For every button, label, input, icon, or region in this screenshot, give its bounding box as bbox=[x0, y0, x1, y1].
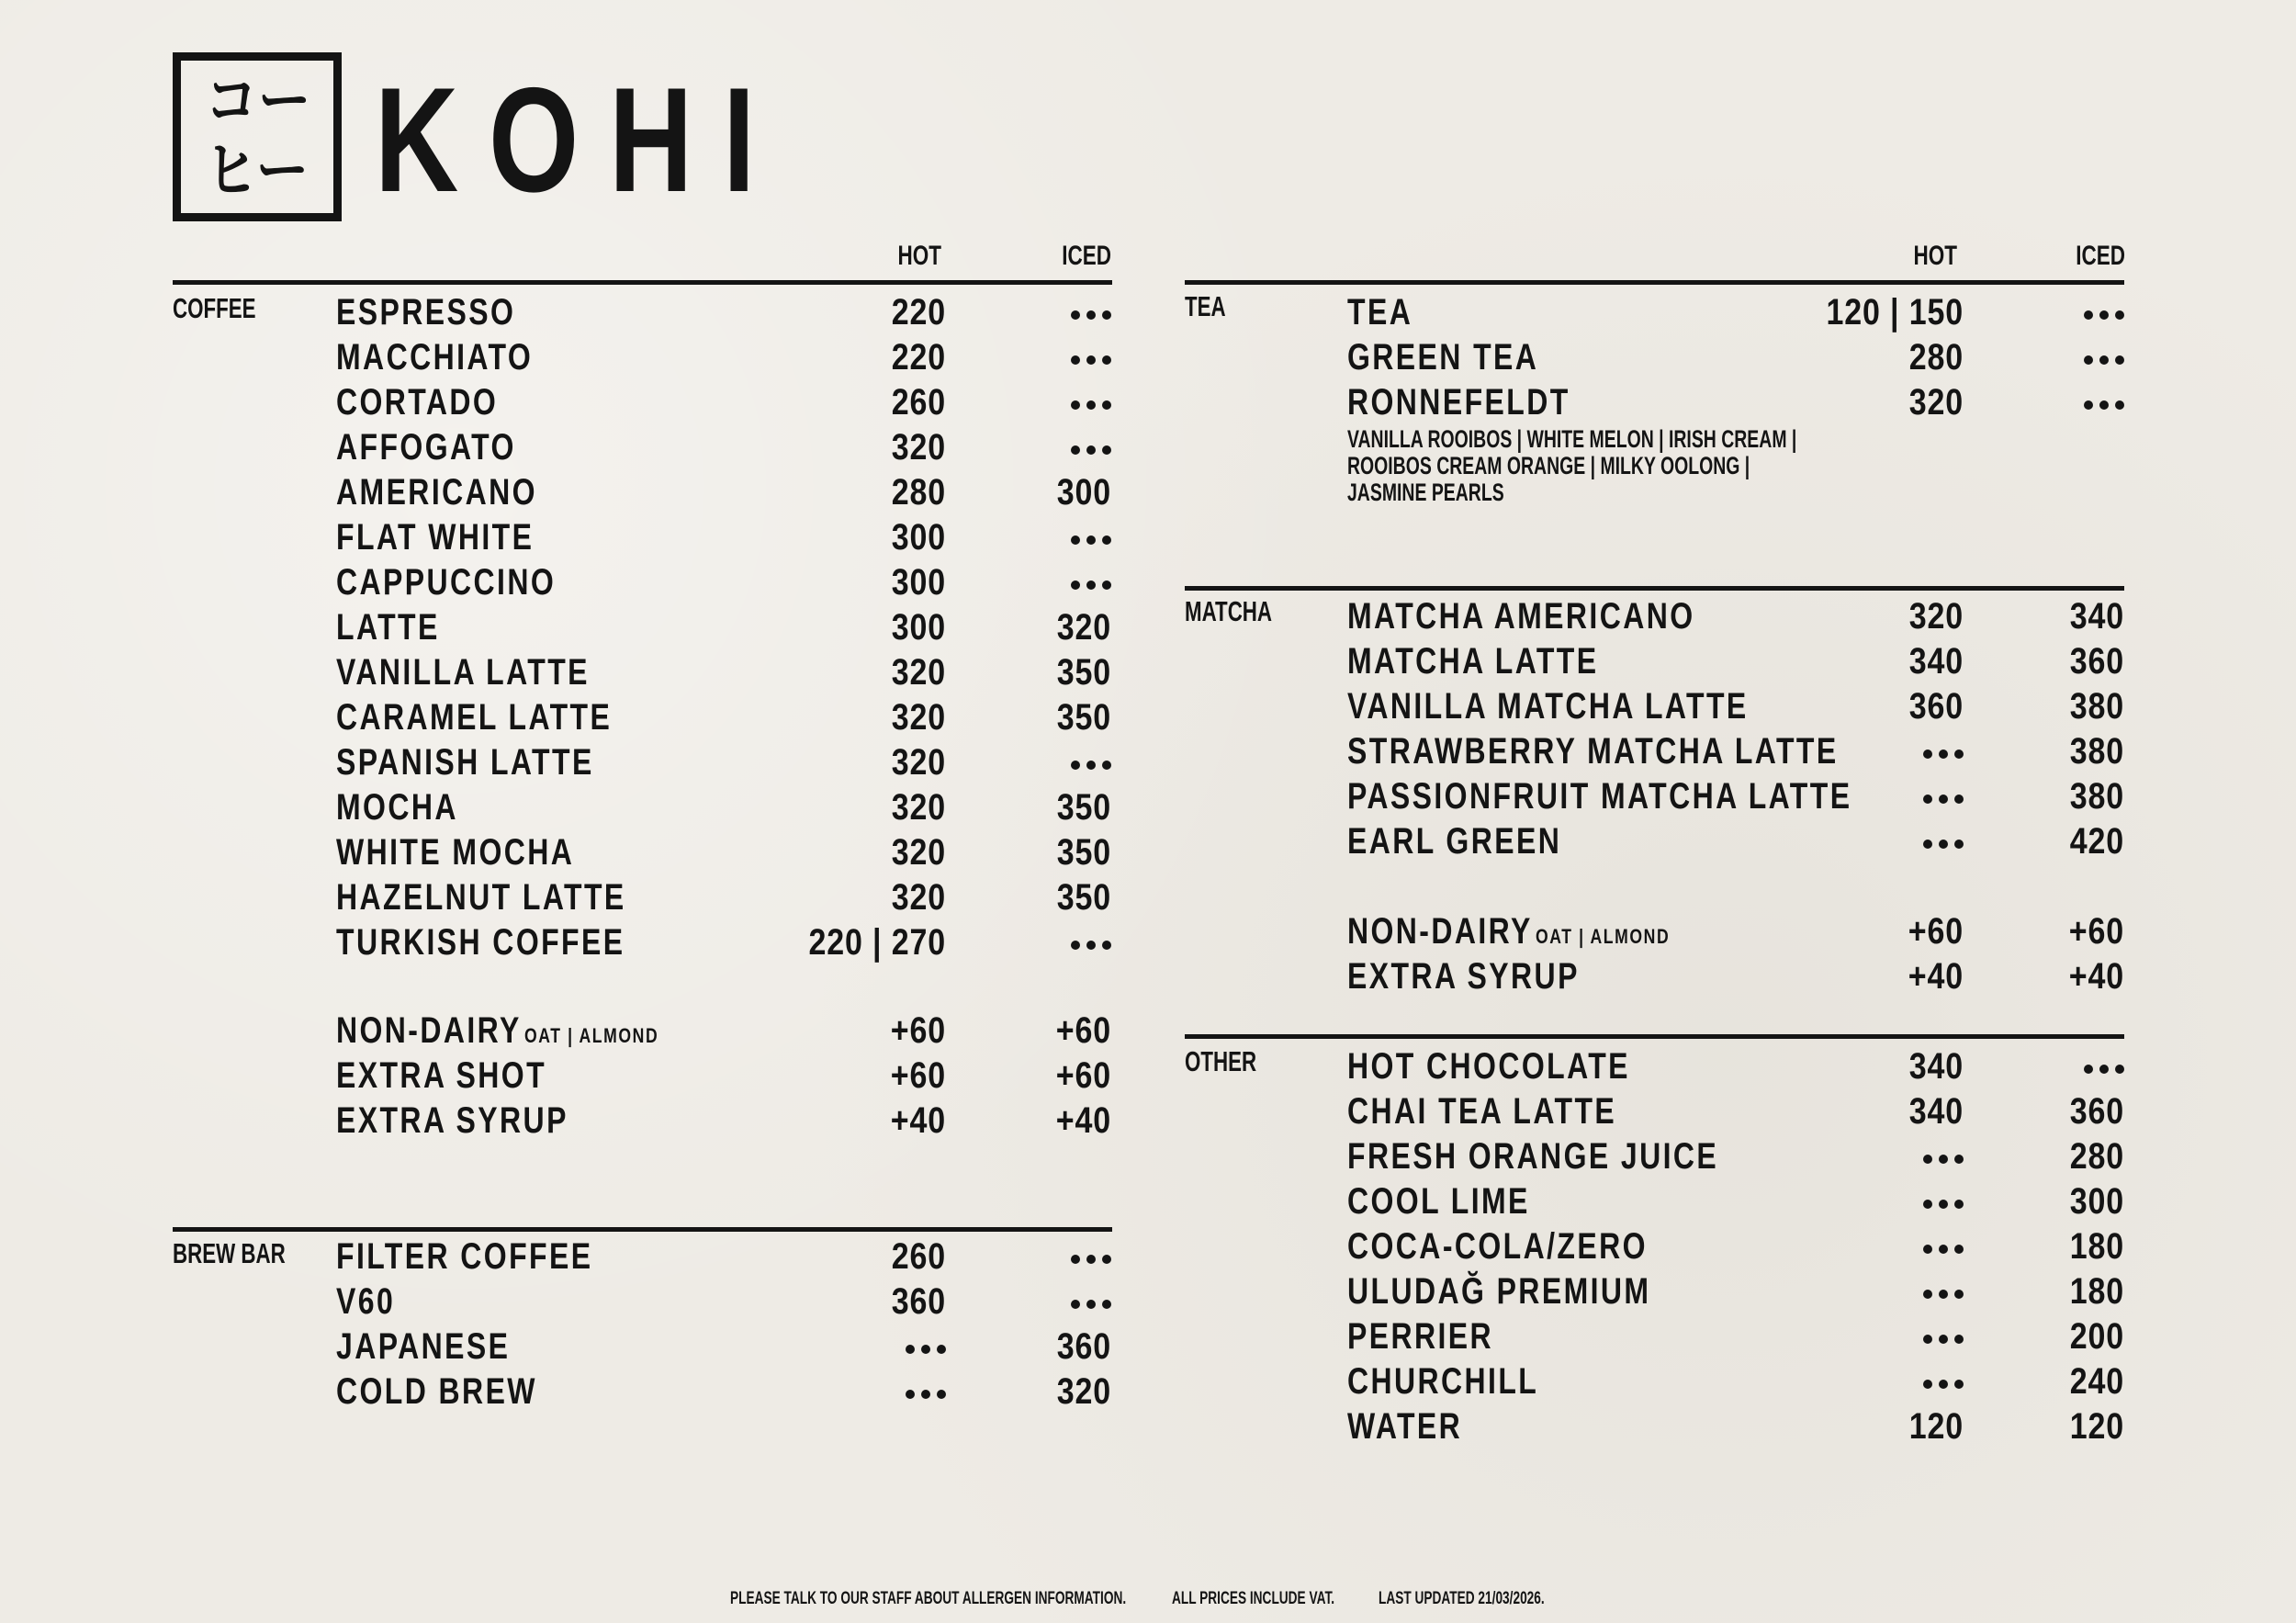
dot-icon bbox=[906, 1345, 915, 1354]
dot-icon bbox=[1939, 750, 1948, 759]
hot-price: 280 bbox=[891, 472, 946, 513]
dot-icon bbox=[1939, 1245, 1948, 1254]
hot-price: 320 bbox=[891, 427, 946, 468]
menu-item bbox=[1347, 954, 2124, 999]
menu-item-name-text: WATER bbox=[1347, 1406, 1463, 1447]
menu-item bbox=[1347, 819, 2124, 864]
dot-icon bbox=[1923, 840, 1932, 849]
logo-mark bbox=[173, 52, 342, 221]
menu-item-name bbox=[1347, 1044, 1630, 1089]
dot-icon bbox=[1102, 445, 1111, 455]
dot-icon bbox=[1939, 840, 1948, 849]
menu-item-name bbox=[1347, 819, 1561, 864]
dot-icon bbox=[1071, 1255, 1080, 1264]
dot-icon bbox=[1939, 1335, 1948, 1344]
hot-price: +60 bbox=[890, 1010, 946, 1051]
menu-item-name-text: EXTRA SHOT bbox=[336, 1055, 547, 1096]
menu-item-name-text: FILTER COFFEE bbox=[336, 1236, 593, 1277]
dot-icon bbox=[1086, 355, 1096, 365]
iced-price: 300 bbox=[1056, 472, 1111, 513]
iced-price-unavailable bbox=[1071, 535, 1111, 545]
menu-item-name bbox=[1347, 335, 1538, 380]
hot-price: 120 bbox=[1908, 1406, 1964, 1447]
menu-item bbox=[1347, 335, 2124, 380]
menu-item-name-text: ULUDAĞ PREMIUM bbox=[1347, 1271, 1651, 1312]
dot-icon bbox=[1102, 310, 1111, 320]
dot-icon bbox=[1923, 750, 1932, 759]
footer-allergen-note: PLEASE TALK TO OUR STAFF ABOUT ALLERGEN INFORMATION. bbox=[730, 1589, 1127, 1608]
menu-item bbox=[1347, 1044, 2124, 1089]
menu-item-name-text: MATCHA LATTE bbox=[1347, 641, 1599, 682]
menu-item bbox=[1347, 774, 2124, 819]
menu-item bbox=[336, 1279, 1111, 1324]
ronnefeldt-flavours-line-3: JASMINE PEARLS bbox=[1347, 479, 1504, 506]
menu-item-name bbox=[336, 650, 590, 695]
iced-price: 240 bbox=[2069, 1361, 2124, 1402]
hot-price: 300 bbox=[891, 562, 946, 603]
dot-icon bbox=[921, 1390, 930, 1399]
iced-price-unavailable bbox=[2084, 400, 2124, 410]
menu-item bbox=[1347, 1179, 2124, 1224]
iced-price: 350 bbox=[1056, 652, 1111, 693]
menu-item-name-text: EXTRA SYRUP bbox=[1347, 956, 1580, 997]
menu-item bbox=[336, 380, 1111, 425]
menu-item bbox=[1347, 909, 2124, 954]
menu-item-name bbox=[336, 740, 594, 785]
dot-icon bbox=[1071, 400, 1080, 410]
menu-item-name-text: PASSIONFRUIT MATCHA LATTE bbox=[1347, 776, 1852, 817]
category-tea: TEA bbox=[1185, 290, 1226, 322]
menu-item-name-text: CHURCHILL bbox=[1347, 1361, 1539, 1402]
menu-item bbox=[336, 605, 1111, 650]
menu-item-name bbox=[336, 515, 534, 560]
iced-price-unavailable bbox=[2084, 310, 2124, 320]
dot-icon bbox=[2099, 400, 2109, 410]
dot-icon bbox=[1071, 310, 1080, 320]
menu-item-name-text: CORTADO bbox=[336, 382, 499, 423]
ronnefeldt-flavours-line-1: VANILLA ROOIBOS | WHITE MELON | IRISH CREAM | bbox=[1347, 425, 1797, 453]
hot-price: 340 bbox=[1908, 641, 1964, 682]
menu-item-name bbox=[1347, 639, 1598, 684]
dot-icon bbox=[1923, 1200, 1932, 1209]
iced-price: 380 bbox=[2069, 686, 2124, 727]
menu-item bbox=[336, 875, 1111, 920]
menu-item bbox=[1347, 290, 2124, 335]
hot-price: 300 bbox=[891, 607, 946, 648]
dot-icon bbox=[1923, 1335, 1932, 1344]
menu-item bbox=[1347, 1359, 2124, 1404]
menu-item bbox=[336, 290, 1111, 335]
menu-item-name-text: CARAMEL LATTE bbox=[336, 697, 613, 738]
dot-icon bbox=[1939, 1290, 1948, 1299]
dot-icon bbox=[1071, 1300, 1080, 1309]
menu-item bbox=[1347, 1224, 2124, 1269]
iced-price: 320 bbox=[1056, 1371, 1111, 1412]
menu-item-name-text: NON-DAIRY bbox=[336, 1010, 522, 1051]
menu-item-name-text: TURKISH COFFEE bbox=[336, 922, 625, 963]
iced-price-unavailable bbox=[1071, 400, 1111, 410]
menu-item-options: OAT | ALMOND bbox=[523, 1024, 659, 1047]
dot-icon bbox=[1086, 941, 1096, 950]
menu-item bbox=[336, 650, 1111, 695]
menu-item-name bbox=[336, 470, 537, 515]
hot-price: +60 bbox=[890, 1055, 946, 1096]
dot-icon bbox=[1102, 761, 1111, 770]
hot-price: +40 bbox=[890, 1100, 946, 1141]
hot-price: 220 bbox=[891, 292, 946, 332]
menu-item bbox=[1347, 1269, 2124, 1314]
category-matcha: MATCHA bbox=[1185, 595, 1273, 627]
iced-price-unavailable bbox=[1071, 580, 1111, 590]
dot-icon bbox=[1071, 580, 1080, 590]
hot-price: +40 bbox=[1908, 956, 1964, 997]
dot-icon bbox=[2115, 355, 2124, 365]
dot-icon bbox=[1102, 355, 1111, 365]
menu-item-name bbox=[1347, 1134, 1718, 1179]
menu-item-name bbox=[336, 380, 498, 425]
menu-item-name-text: COCA-COLA/ZERO bbox=[1347, 1226, 1648, 1267]
menu-item-name-text: CHAI TEA LATTE bbox=[1347, 1091, 1617, 1132]
iced-price: +60 bbox=[1055, 1055, 1111, 1096]
iced-price: 350 bbox=[1056, 877, 1111, 918]
menu-item bbox=[336, 1369, 1111, 1414]
dot-icon bbox=[1086, 580, 1096, 590]
menu-item-options: OAT | ALMOND bbox=[1535, 925, 1671, 948]
other-rule bbox=[1185, 1034, 2124, 1039]
dot-icon bbox=[1086, 1300, 1096, 1309]
menu-item-name bbox=[336, 560, 556, 605]
menu-item-name bbox=[336, 1099, 568, 1144]
menu-item bbox=[1347, 1089, 2124, 1134]
hot-price: 320 bbox=[1908, 596, 1964, 637]
menu-item-name-text: COOL LIME bbox=[1347, 1181, 1530, 1222]
menu-item-name bbox=[1347, 1224, 1648, 1269]
iced-price: 180 bbox=[2069, 1271, 2124, 1312]
menu-item-name-text: V60 bbox=[336, 1281, 396, 1322]
dot-icon bbox=[2115, 1065, 2124, 1074]
iced-price-unavailable bbox=[2084, 355, 2124, 365]
dot-icon bbox=[1102, 400, 1111, 410]
hot-price: 260 bbox=[891, 1236, 946, 1277]
category-brew-bar: BREW BAR bbox=[173, 1237, 286, 1269]
menu-item bbox=[336, 1234, 1111, 1279]
right-hot-header: HOT bbox=[1913, 241, 1957, 271]
menu-item-name-text: FRESH ORANGE JUICE bbox=[1347, 1136, 1719, 1177]
ronnefeldt-flavours-line-2: ROOIBOS CREAM ORANGE | MILKY OOLONG | bbox=[1347, 452, 1750, 479]
dot-icon bbox=[2099, 310, 2109, 320]
dot-icon bbox=[1071, 445, 1080, 455]
menu-item-name bbox=[336, 875, 626, 920]
dot-icon bbox=[1071, 355, 1080, 365]
dot-icon bbox=[2084, 310, 2093, 320]
menu-item-name bbox=[336, 290, 515, 335]
menu-item-name-text: ESPRESSO bbox=[336, 292, 516, 332]
menu-item bbox=[336, 1099, 1111, 1144]
menu-item-name bbox=[336, 695, 612, 740]
menu-item-name-text: EXTRA SYRUP bbox=[336, 1100, 568, 1141]
menu-item-name bbox=[336, 335, 533, 380]
menu-item-name bbox=[336, 830, 574, 875]
menu-item-name bbox=[336, 1234, 592, 1279]
iced-price: +60 bbox=[1055, 1010, 1111, 1051]
menu-item bbox=[336, 1009, 1111, 1054]
hot-price: 340 bbox=[1908, 1046, 1964, 1087]
menu-item-name bbox=[336, 1279, 395, 1324]
dot-icon bbox=[906, 1390, 915, 1399]
dot-icon bbox=[1071, 761, 1080, 770]
menu-item-name-text: PERRIER bbox=[1347, 1316, 1494, 1357]
menu-item bbox=[336, 515, 1111, 560]
iced-price: 380 bbox=[2069, 731, 2124, 772]
hot-price: 360 bbox=[891, 1281, 946, 1322]
iced-price: 320 bbox=[1056, 607, 1111, 648]
iced-price-unavailable bbox=[1071, 355, 1111, 365]
dot-icon bbox=[1102, 580, 1111, 590]
menu-item-name bbox=[1347, 684, 1749, 729]
menu-item bbox=[1347, 1134, 2124, 1179]
menu-item bbox=[1347, 1314, 2124, 1359]
menu-item-name-text: MOCHA bbox=[336, 787, 458, 828]
dot-icon bbox=[1939, 1200, 1948, 1209]
menu-item-name-text: AFFOGATO bbox=[336, 427, 516, 468]
menu-item-name bbox=[1347, 774, 1851, 819]
iced-price: 360 bbox=[2069, 1091, 2124, 1132]
tea-rule bbox=[1185, 280, 2124, 285]
hot-price: 120 | 150 bbox=[1826, 292, 1964, 332]
dot-icon bbox=[1102, 535, 1111, 545]
menu-item bbox=[336, 920, 1111, 965]
menu-item-name-text: VANILLA LATTE bbox=[336, 652, 590, 693]
logo-kana-bottom: ヒー bbox=[205, 135, 310, 208]
menu-item bbox=[336, 560, 1111, 605]
dot-icon bbox=[1923, 795, 1932, 804]
menu-item bbox=[336, 1324, 1111, 1369]
menu-item bbox=[336, 785, 1111, 830]
menu-item-name-text: JAPANESE bbox=[336, 1326, 511, 1367]
dot-icon bbox=[1071, 941, 1080, 950]
dot-icon bbox=[1086, 761, 1096, 770]
right-iced-header: ICED bbox=[2076, 241, 2125, 271]
dot-icon bbox=[1923, 1380, 1932, 1389]
left-hot-header: HOT bbox=[897, 241, 941, 271]
iced-price: 300 bbox=[2069, 1181, 2124, 1222]
matcha-rule bbox=[1185, 586, 2124, 591]
menu-item-name-text: WHITE MOCHA bbox=[336, 832, 575, 873]
menu-item-name bbox=[1347, 1269, 1650, 1314]
hot-price: +60 bbox=[1908, 911, 1964, 952]
iced-price: 350 bbox=[1056, 832, 1111, 873]
menu-item-name bbox=[336, 605, 440, 650]
iced-price: +40 bbox=[2068, 956, 2124, 997]
left-iced-header: ICED bbox=[1062, 241, 1111, 271]
hot-price: 280 bbox=[1908, 337, 1964, 378]
menu-item-name-text: COLD BREW bbox=[336, 1371, 537, 1412]
hot-price: 320 bbox=[891, 697, 946, 738]
dot-icon bbox=[1086, 400, 1096, 410]
dot-icon bbox=[2099, 1065, 2109, 1074]
menu-item-name bbox=[1347, 954, 1580, 999]
menu-item bbox=[1347, 639, 2124, 684]
hot-price: 320 bbox=[891, 652, 946, 693]
menu-item-name bbox=[336, 1009, 658, 1058]
dot-icon bbox=[2084, 355, 2093, 365]
menu-item-name-text: MATCHA AMERICANO bbox=[1347, 596, 1695, 637]
menu-item bbox=[1347, 729, 2124, 774]
iced-price-unavailable bbox=[1071, 941, 1111, 950]
dot-icon bbox=[1071, 535, 1080, 545]
hot-price: 320 bbox=[891, 742, 946, 783]
menu-item-name-text: LATTE bbox=[336, 607, 440, 648]
iced-price-unavailable bbox=[1071, 1255, 1111, 1264]
iced-price: 280 bbox=[2069, 1136, 2124, 1177]
menu-item-name-text: MACCHIATO bbox=[336, 337, 534, 378]
menu-item-name-text: HOT CHOCOLATE bbox=[1347, 1046, 1630, 1087]
menu-item-name-text: HAZELNUT LATTE bbox=[336, 877, 626, 918]
menu-item-name bbox=[1347, 909, 1670, 959]
menu-item bbox=[336, 740, 1111, 785]
menu-item bbox=[336, 1054, 1111, 1099]
iced-price-unavailable bbox=[1071, 310, 1111, 320]
menu-item bbox=[336, 425, 1111, 470]
iced-price: 360 bbox=[1056, 1326, 1111, 1367]
hot-price: 320 bbox=[891, 787, 946, 828]
menu-item-name bbox=[1347, 1404, 1462, 1449]
dot-icon bbox=[1923, 1290, 1932, 1299]
menu-item-name-text: SPANISH LATTE bbox=[336, 742, 594, 783]
hot-price: 320 bbox=[891, 877, 946, 918]
dot-icon bbox=[1939, 1380, 1948, 1389]
menu-item-name-text: EARL GREEN bbox=[1347, 821, 1562, 862]
menu-item-name-text: STRAWBERRY MATCHA LATTE bbox=[1347, 731, 1839, 772]
menu-item-name-text: FLAT WHITE bbox=[336, 517, 535, 558]
menu-item-name-text: CAPPUCCINO bbox=[336, 562, 557, 603]
menu-item-name bbox=[1347, 594, 1695, 639]
menu-item-name bbox=[1347, 380, 1570, 425]
menu-item bbox=[1347, 684, 2124, 729]
dot-icon bbox=[1102, 941, 1111, 950]
footer-vat-note: ALL PRICES INCLUDE VAT. bbox=[1172, 1589, 1335, 1608]
menu-item-name bbox=[1347, 1359, 1538, 1404]
iced-price: 350 bbox=[1056, 697, 1111, 738]
hot-price: 360 bbox=[1908, 686, 1964, 727]
dot-icon bbox=[1102, 1255, 1111, 1264]
menu-item-name bbox=[1347, 1314, 1493, 1359]
dot-icon bbox=[2084, 400, 2093, 410]
iced-price-unavailable bbox=[1071, 1300, 1111, 1309]
iced-price: 340 bbox=[2069, 596, 2124, 637]
coffee-rule bbox=[173, 280, 1112, 285]
menu-item-name-text: RONNEFELDT bbox=[1347, 382, 1570, 423]
dot-icon bbox=[1939, 1155, 1948, 1164]
dot-icon bbox=[2115, 310, 2124, 320]
iced-price-unavailable bbox=[2084, 1065, 2124, 1074]
category-coffee: COFFEE bbox=[173, 292, 256, 324]
menu-item-name-text: GREEN TEA bbox=[1347, 337, 1539, 378]
dot-icon bbox=[2115, 400, 2124, 410]
dot-icon bbox=[1923, 1155, 1932, 1164]
hot-price: 320 bbox=[891, 832, 946, 873]
footer-last-updated: LAST UPDATED 21/03/2026. bbox=[1379, 1589, 1545, 1608]
menu-item-name bbox=[1347, 1179, 1530, 1224]
dot-icon bbox=[921, 1345, 930, 1354]
menu-item bbox=[336, 695, 1111, 740]
menu-item-name-text: VANILLA MATCHA LATTE bbox=[1347, 686, 1749, 727]
dot-icon bbox=[1086, 535, 1096, 545]
dot-icon bbox=[1923, 1245, 1932, 1254]
menu-item-name bbox=[336, 785, 458, 830]
menu-item-name bbox=[336, 1324, 510, 1369]
menu-item bbox=[1347, 594, 2124, 639]
dot-icon bbox=[1086, 445, 1096, 455]
iced-price: 120 bbox=[2069, 1406, 2124, 1447]
menu-item-name bbox=[336, 425, 516, 470]
menu-item-name-text: NON-DAIRY bbox=[1347, 911, 1533, 952]
iced-price: 180 bbox=[2069, 1226, 2124, 1267]
menu-item-name bbox=[1347, 729, 1839, 774]
menu-item bbox=[336, 470, 1111, 515]
logo-kana-top: コー bbox=[205, 65, 311, 138]
hot-price: 220 bbox=[891, 337, 946, 378]
dot-icon bbox=[1939, 795, 1948, 804]
menu-item-name bbox=[336, 920, 625, 965]
iced-price-unavailable bbox=[1071, 445, 1111, 455]
dot-icon bbox=[1086, 310, 1096, 320]
iced-price: 350 bbox=[1056, 787, 1111, 828]
hot-price: 300 bbox=[891, 517, 946, 558]
hot-price: 220 | 270 bbox=[808, 922, 946, 963]
hot-price: 340 bbox=[1908, 1091, 1964, 1132]
menu-item bbox=[1347, 380, 2124, 425]
menu-item-name-text: TEA bbox=[1347, 292, 1413, 332]
menu-item bbox=[336, 830, 1111, 875]
iced-price: 200 bbox=[2069, 1316, 2124, 1357]
menu-item-name bbox=[1347, 290, 1412, 335]
brew-bar-rule bbox=[173, 1227, 1112, 1232]
dot-icon bbox=[2099, 355, 2109, 365]
dot-icon bbox=[1102, 1300, 1111, 1309]
iced-price: +40 bbox=[1055, 1100, 1111, 1141]
menu-item-name bbox=[1347, 1089, 1616, 1134]
menu-item bbox=[1347, 1404, 2124, 1449]
menu-item bbox=[336, 335, 1111, 380]
brand-name: KOHI bbox=[375, 57, 785, 223]
iced-price: 360 bbox=[2069, 641, 2124, 682]
iced-price: +60 bbox=[2068, 911, 2124, 952]
iced-price: 380 bbox=[2069, 776, 2124, 817]
menu-item-name-text: AMERICANO bbox=[336, 472, 537, 513]
menu-item-name bbox=[336, 1369, 537, 1414]
menu-item-name bbox=[336, 1054, 546, 1099]
iced-price: 420 bbox=[2069, 821, 2124, 862]
category-other: OTHER bbox=[1185, 1045, 1257, 1077]
dot-icon bbox=[1086, 1255, 1096, 1264]
dot-icon bbox=[2084, 1065, 2093, 1074]
iced-price-unavailable bbox=[1071, 761, 1111, 770]
hot-price: 260 bbox=[891, 382, 946, 423]
hot-price: 320 bbox=[1908, 382, 1964, 423]
